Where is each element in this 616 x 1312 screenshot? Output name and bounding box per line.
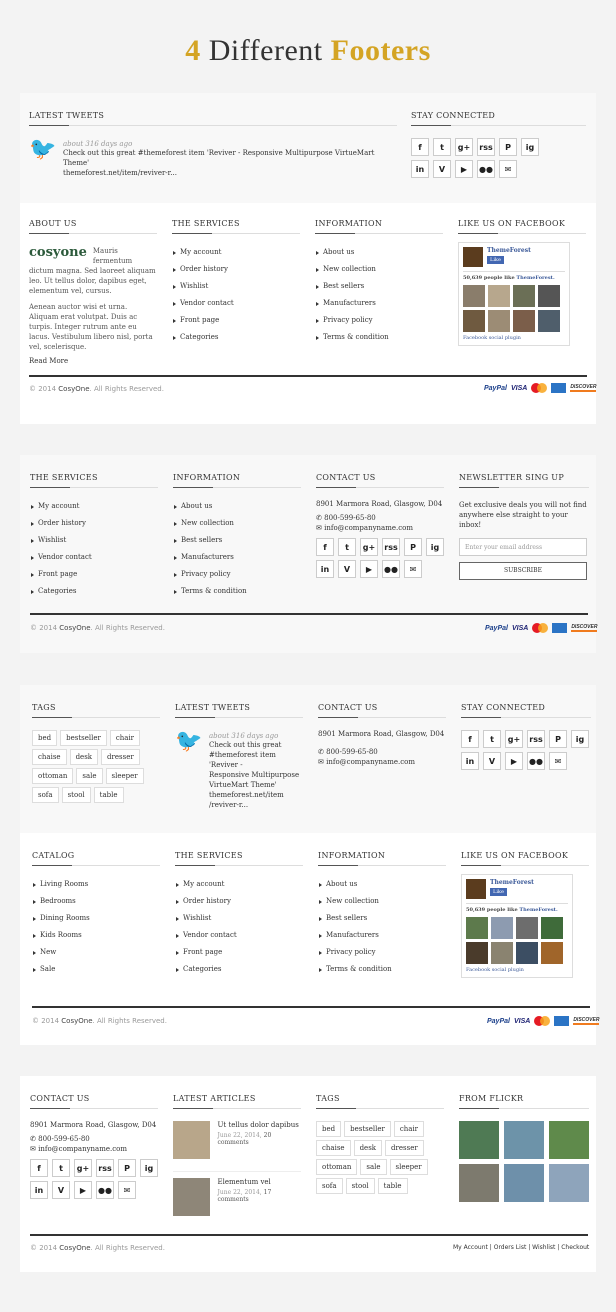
twitter-bird-icon: 🐦: [175, 729, 203, 754]
google-plus-icon[interactable]: g+: [360, 538, 378, 556]
fb-like-button[interactable]: Like: [490, 888, 507, 896]
copyright: © 2014 CosyOne. All Rights Reserved.: [29, 385, 164, 393]
footer-2: [20, 455, 596, 653]
facebook-widget: ThemeForest Like 50,639 people like ThemeForest. Facebook social plugin: [461, 874, 573, 978]
tag[interactable]: bestseller: [60, 730, 107, 746]
newsletter-column: NEWSLETTER SING UP Get exclusive deals you will not find anywhere else straight to your inbox! Enter your email address SUBSCRIBE: [459, 473, 589, 580]
link-my-account[interactable]: My account: [172, 244, 300, 261]
payment-icons: [487, 1016, 599, 1026]
contact-column: CONTACT US 8901 Marmora Road, Glasgow, D04 ✆ 800-599-65-80 ✉ info@companyname.com f t g+ rss P ig in V ▶ ●● ✉: [30, 1094, 158, 1199]
youtube-icon[interactable]: ▶: [74, 1181, 92, 1199]
link-best-sellers[interactable]: Best sellers: [318, 910, 446, 927]
information-column: INFORMATION About us New collection Best sellers Manufacturers Privacy policy Terms & condition: [173, 473, 301, 600]
link-vendor-contact[interactable]: Vendor contact: [30, 549, 158, 566]
paypal-icon: PayPal: [487, 1017, 510, 1025]
services-column: THE SERVICES My account Order history Wishlist Vendor contact Front page Categories: [172, 219, 300, 346]
tag[interactable]: stool: [346, 1178, 375, 1194]
twitter-icon[interactable]: t: [338, 538, 356, 556]
twitter-icon[interactable]: t: [483, 730, 501, 748]
themeforest-avatar: [466, 879, 486, 899]
footer-3: [20, 685, 600, 1045]
link-manufacturers[interactable]: Manufacturers: [173, 549, 301, 566]
link-wishlist[interactable]: Wishlist: [175, 910, 303, 927]
rss-icon[interactable]: rss: [527, 730, 545, 748]
link-terms[interactable]: Terms & condition: [318, 961, 446, 978]
link-about-us[interactable]: About us: [318, 876, 446, 893]
instagram-icon[interactable]: ig: [426, 538, 444, 556]
tag[interactable]: bed: [32, 730, 57, 746]
information-column: INFORMATION About us New collection Best sellers Manufacturers Privacy policy Terms & condition: [318, 851, 446, 978]
link-privacy-policy[interactable]: Privacy policy: [318, 944, 446, 961]
visa-icon: VISA: [510, 384, 528, 392]
vimeo-icon[interactable]: V: [338, 560, 356, 578]
facebook-widget: ThemeForest Like 50,639 people like ThemeForest. Facebook social plugin: [458, 242, 570, 346]
amex-icon: [554, 1016, 569, 1026]
tags-column: TAGS bed bestseller chair chaise desk dresser ottoman sale sleeper sofa stool table: [32, 703, 160, 803]
article-item[interactable]: Ut tellus dolor dapibus June 22, 2014, 20 comments: [173, 1121, 301, 1159]
rss-icon[interactable]: rss: [96, 1159, 114, 1177]
rss-icon[interactable]: rss: [477, 138, 495, 156]
link-categories[interactable]: Categories: [30, 583, 158, 600]
link-vendor-contact[interactable]: Vendor contact: [172, 295, 300, 312]
flickr-photo[interactable]: [459, 1164, 499, 1202]
flickr-column: FROM FLICKR: [459, 1094, 589, 1202]
about-us: ABOUT US cosyone Mauris fermentum dictum magna. Sed laoreet aliquam leo. Ut tellus dolor, dapibus eget, elementum vel, cursus. Aenean auctor wisi et urna. Aliquam erat volutpat. Duis ac turpis. Integer rutrum ante eu lacus. Vestibulum libero nisl, porta vel, scelerisque. Read More: [29, 219, 156, 365]
phone-icon: ✆: [30, 1135, 36, 1143]
latest-articles: LATEST ARTICLES Ut tellus dolor dapibus June 22, 2014, 20 comments Elementum vel June 22, 2014, 17 comments: [173, 1094, 301, 1228]
mastercard-icon: [534, 1016, 550, 1026]
tag[interactable]: sofa: [316, 1178, 343, 1194]
flickr-photo[interactable]: [459, 1121, 499, 1159]
discover-icon: DISCOVER: [570, 384, 597, 390]
mail-icon: ✉: [316, 524, 322, 532]
linkedin-icon[interactable]: in: [411, 160, 429, 178]
link-about-us[interactable]: About us: [315, 244, 443, 261]
email-link[interactable]: info@companyname.com: [326, 758, 416, 766]
youtube-icon[interactable]: ▶: [455, 160, 473, 178]
tag[interactable]: sofa: [32, 787, 59, 803]
mastercard-icon: [532, 623, 548, 633]
pinterest-icon[interactable]: P: [499, 138, 517, 156]
link-wishlist[interactable]: Wishlist: [30, 532, 158, 549]
flickr-icon[interactable]: ●●: [96, 1181, 114, 1199]
cosyone-logo: cosyone: [29, 245, 87, 260]
flickr-photo[interactable]: [549, 1164, 589, 1202]
stay-connected: STAY CONNECTED f t g+ rss P ig in V ▶ ●● ✉: [411, 111, 586, 178]
twitter-icon[interactable]: t: [52, 1159, 70, 1177]
link-front-page[interactable]: Front page: [30, 566, 158, 583]
fb-like-button[interactable]: Like: [487, 256, 504, 264]
visa-icon: VISA: [513, 1017, 531, 1025]
bottom-links: My Account | Orders List | Wishlist | Checkout: [453, 1244, 590, 1251]
divider: [29, 375, 587, 377]
services-column: THE SERVICES My account Order history Wishlist Vendor contact Front page Categories: [30, 473, 158, 600]
google-plus-icon[interactable]: g+: [455, 138, 473, 156]
discover-icon: DISCOVER: [573, 1017, 600, 1023]
link-vendor-contact[interactable]: Vendor contact: [175, 927, 303, 944]
link-my-account-bottom[interactable]: My Account: [453, 1244, 488, 1251]
tag[interactable]: dresser: [101, 749, 140, 765]
link-order-history[interactable]: Order history: [172, 261, 300, 278]
link-sale[interactable]: Sale: [32, 961, 160, 978]
read-more-link[interactable]: Read More: [29, 357, 69, 365]
flickr-icon[interactable]: ●●: [527, 752, 545, 770]
payment-icons: [485, 623, 597, 633]
link-orders-list[interactable]: Orders List: [493, 1244, 527, 1251]
link-manufacturers[interactable]: Manufacturers: [315, 295, 443, 312]
link-terms[interactable]: Terms & condition: [173, 583, 301, 600]
link-front-page[interactable]: Front page: [172, 312, 300, 329]
email-link[interactable]: info@companyname.com: [38, 1145, 128, 1153]
contact-column: CONTACT US 8901 Marmora Road, Glasgow, D04 ✆ 800-599-65-80 ✉ info@companyname.com: [318, 703, 445, 766]
facebook-column: LIKE US ON FACEBOOK ThemeForest Like 50,639 people like ThemeForest. Facebook social plugin: [461, 851, 589, 978]
link-my-account[interactable]: My account: [30, 498, 158, 515]
page-title: 4 Different Footers: [185, 34, 431, 67]
youtube-icon[interactable]: ▶: [505, 752, 523, 770]
flickr-icon[interactable]: ●●: [477, 160, 495, 178]
phone-icon: ✆: [318, 748, 324, 756]
tag[interactable]: bed: [316, 1121, 341, 1137]
link-privacy-policy[interactable]: Privacy policy: [315, 312, 443, 329]
divider: [32, 1006, 590, 1008]
link-my-account[interactable]: My account: [175, 876, 303, 893]
subscribe-button[interactable]: SUBSCRIBE: [459, 562, 587, 580]
link-bedrooms[interactable]: Bedrooms: [32, 893, 160, 910]
facebook-icon[interactable]: f: [30, 1159, 48, 1177]
link-wishlist[interactable]: Wishlist: [172, 278, 300, 295]
link-new[interactable]: New: [32, 944, 160, 961]
link-checkout[interactable]: Checkout: [561, 1244, 590, 1251]
divider: [30, 613, 588, 615]
tag[interactable]: chair: [394, 1121, 424, 1137]
facebook-column: LIKE US ON FACEBOOK ThemeForest Like 50,639 people like ThemeForest. Facebook social plugin: [458, 219, 586, 346]
vimeo-icon[interactable]: V: [433, 160, 451, 178]
link-new-collection[interactable]: New collection: [315, 261, 443, 278]
facebook-icon[interactable]: f: [411, 138, 429, 156]
paypal-icon: PayPal: [484, 384, 507, 392]
copyright: © 2014 CosyOne. All Rights Reserved.: [32, 1017, 167, 1025]
tag[interactable]: ottoman: [32, 768, 73, 784]
link-front-page[interactable]: Front page: [175, 944, 303, 961]
link-living-rooms[interactable]: Living Rooms: [32, 876, 160, 893]
flickr-icon[interactable]: ●●: [382, 560, 400, 578]
tag[interactable]: ottoman: [316, 1159, 357, 1175]
article-thumbnail: [173, 1121, 210, 1159]
vimeo-icon[interactable]: V: [52, 1181, 70, 1199]
themeforest-avatar: [463, 247, 483, 267]
link-wishlist-bottom[interactable]: Wishlist: [532, 1244, 556, 1251]
article-item[interactable]: Elementum vel June 22, 2014, 17 comments: [173, 1171, 301, 1216]
instagram-icon[interactable]: ig: [521, 138, 539, 156]
tag[interactable]: dresser: [385, 1140, 424, 1156]
linkedin-icon[interactable]: in: [316, 560, 334, 578]
tag[interactable]: stool: [62, 787, 91, 803]
instagram-icon[interactable]: ig: [571, 730, 589, 748]
tag[interactable]: desk: [354, 1140, 382, 1156]
tag[interactable]: sleeper: [390, 1159, 428, 1175]
link-dining-rooms[interactable]: Dining Rooms: [32, 910, 160, 927]
email-icon[interactable]: ✉: [404, 560, 422, 578]
twitter-bird-icon: 🐦: [29, 137, 57, 162]
visa-icon: VISA: [511, 624, 529, 632]
flickr-photo[interactable]: [504, 1164, 544, 1202]
footer-1: [20, 93, 596, 424]
link-kids-rooms[interactable]: Kids Rooms: [32, 927, 160, 944]
tag[interactable]: table: [94, 787, 124, 803]
tweet-link[interactable]: themeforest.net/item/reviver-r...: [63, 169, 177, 177]
rss-icon[interactable]: rss: [382, 538, 400, 556]
email-icon[interactable]: ✉: [549, 752, 567, 770]
mail-icon: ✉: [318, 758, 324, 766]
email-icon[interactable]: ✉: [499, 160, 517, 178]
copyright: © 2014 CosyOne. All Rights Reserved.: [30, 1244, 165, 1252]
pinterest-icon[interactable]: P: [549, 730, 567, 748]
flickr-photo[interactable]: [549, 1121, 589, 1159]
google-plus-icon[interactable]: g+: [74, 1159, 92, 1177]
linkedin-icon[interactable]: in: [461, 752, 479, 770]
link-best-sellers[interactable]: Best sellers: [315, 278, 443, 295]
pinterest-icon[interactable]: P: [118, 1159, 136, 1177]
mastercard-icon: [531, 383, 547, 393]
twitter-icon[interactable]: t: [433, 138, 451, 156]
link-new-collection[interactable]: New collection: [173, 515, 301, 532]
newsletter-email-input[interactable]: Enter your email address: [459, 538, 587, 556]
tag[interactable]: sleeper: [106, 768, 144, 784]
pinterest-icon[interactable]: P: [404, 538, 422, 556]
link-about-us[interactable]: About us: [173, 498, 301, 515]
copyright: © 2014 CosyOne. All Rights Reserved.: [30, 624, 165, 632]
tag[interactable]: table: [378, 1178, 408, 1194]
youtube-icon[interactable]: ▶: [360, 560, 378, 578]
contact-column: CONTACT US 8901 Marmora Road, Glasgow, D04 ✆ 800-599-65-80 ✉ info@companyname.com f t g+ rss P ig in V ▶ ●● ✉: [316, 473, 444, 578]
instagram-icon[interactable]: ig: [140, 1159, 158, 1177]
email-link[interactable]: info@companyname.com: [324, 524, 414, 532]
amex-icon: [551, 383, 566, 393]
tag[interactable]: chair: [110, 730, 140, 746]
stay-connected: STAY CONNECTED f t g+ rss P ig in V ▶ ●● ✉: [461, 703, 591, 770]
google-plus-icon[interactable]: g+: [505, 730, 523, 748]
facebook-icon[interactable]: f: [316, 538, 334, 556]
link-order-history[interactable]: Order history: [30, 515, 158, 532]
tag[interactable]: chaise: [32, 749, 67, 765]
link-new-collection[interactable]: New collection: [318, 893, 446, 910]
tags-column: TAGS bed bestseller chair chaise desk dresser ottoman sale sleeper sofa stool table: [316, 1094, 444, 1194]
phone-icon: ✆: [316, 514, 322, 522]
link-terms[interactable]: Terms & condition: [315, 329, 443, 346]
mail-icon: ✉: [30, 1145, 36, 1153]
payment-icons: [484, 383, 596, 393]
link-categories[interactable]: Categories: [175, 961, 303, 978]
divider: [30, 1234, 588, 1236]
link-privacy-policy[interactable]: Privacy policy: [173, 566, 301, 583]
paypal-icon: PayPal: [485, 624, 508, 632]
link-best-sellers[interactable]: Best sellers: [173, 532, 301, 549]
link-manufacturers[interactable]: Manufacturers: [318, 927, 446, 944]
latest-tweets: LATEST TWEETS 🐦 about 316 days ago Check out this great #themeforest item 'Reviver - Responsive Multipurpose VirtueMart Theme' themeforest.net/item /reviver-r...: [175, 703, 303, 810]
tag[interactable]: desk: [70, 749, 98, 765]
discover-icon: DISCOVER: [571, 624, 598, 630]
services-column: THE SERVICES My account Order history Wishlist Vendor contact Front page Categories: [175, 851, 303, 978]
latest-tweets: LATEST TWEETS 🐦 about 316 days ago Check out this great #themeforest item 'Reviver - Responsive Multipurpose VirtueMart Theme' themeforest.net/item/reviver-r...: [29, 111, 397, 178]
tag[interactable]: sale: [76, 768, 102, 784]
linkedin-icon[interactable]: in: [30, 1181, 48, 1199]
tag[interactable]: chaise: [316, 1140, 351, 1156]
footer-4: [20, 1076, 596, 1272]
link-categories[interactable]: Categories: [172, 329, 300, 346]
amex-icon: [552, 623, 567, 633]
flickr-photo[interactable]: [504, 1121, 544, 1159]
catalog-column: CATALOG Living Rooms Bedrooms Dining Rooms Kids Rooms New Sale: [32, 851, 160, 978]
facebook-icon[interactable]: f: [461, 730, 479, 748]
email-icon[interactable]: ✉: [118, 1181, 136, 1199]
vimeo-icon[interactable]: V: [483, 752, 501, 770]
information-column: INFORMATION About us New collection Best sellers Manufacturers Privacy policy Terms & condition: [315, 219, 443, 346]
tag[interactable]: sale: [360, 1159, 386, 1175]
tweet-link[interactable]: themeforest.net/item: [209, 791, 284, 799]
link-order-history[interactable]: Order history: [175, 893, 303, 910]
tag[interactable]: bestseller: [344, 1121, 391, 1137]
article-thumbnail: [173, 1178, 210, 1216]
